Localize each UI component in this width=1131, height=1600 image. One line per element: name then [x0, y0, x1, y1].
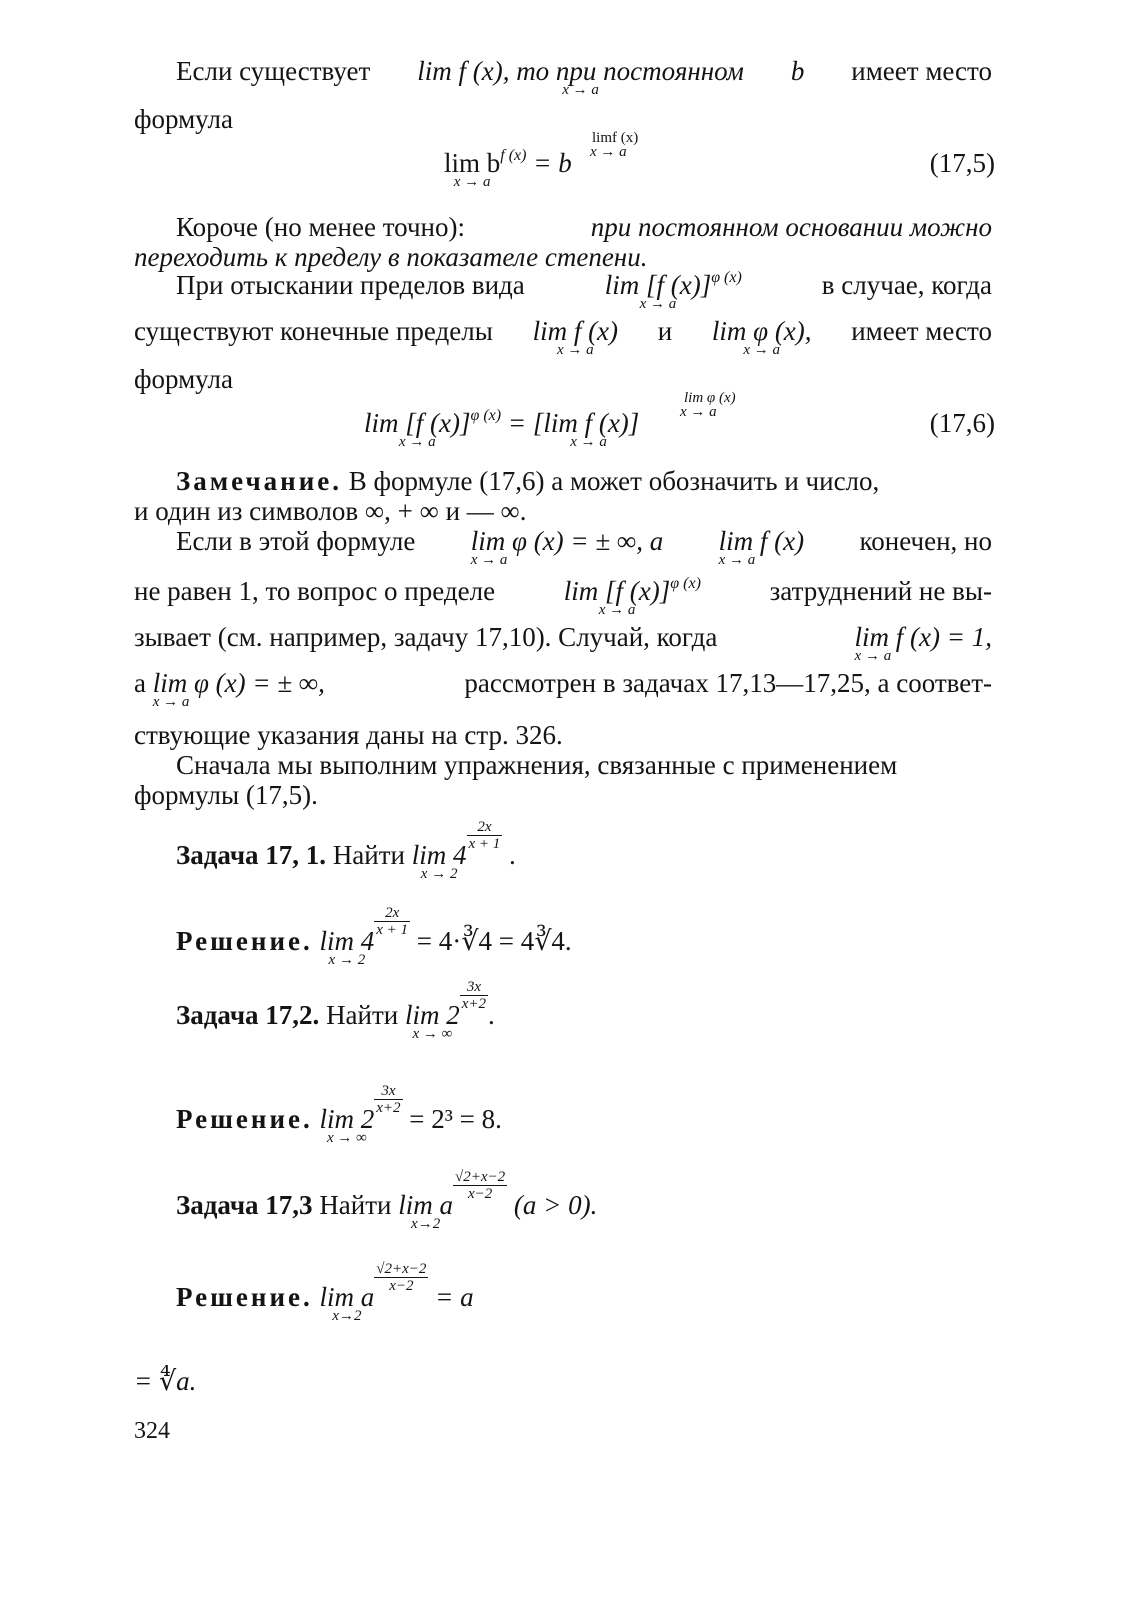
text-fragment: Найти: [332, 840, 405, 870]
task3-solution: Решение. lim a x→2 $\frac{√2+x-2}{x-2}$ = a: [176, 1261, 474, 1324]
para3-line-4: [134, 668, 992, 710]
exponent: f (x): [500, 147, 527, 164]
equation-number: (17,6): [929, 408, 995, 438]
solution-label: Решение.: [176, 1282, 313, 1312]
limit-expression: lim [f (x)] x → a $^{\varphi (x)}$: [563, 575, 701, 618]
text-fragment: = b: [533, 148, 572, 178]
limit-expression: lim a x→2: [398, 1190, 454, 1232]
solution-label: Решение.: [176, 1104, 313, 1134]
para2-line-1: [176, 269, 992, 312]
text-fragment: не равен 1, то вопрос о пределе: [134, 576, 496, 606]
intro-line-1: [176, 56, 992, 98]
remark-line-2: и один из символов ∞, + ∞ и — ∞.: [134, 496, 527, 526]
text-fragment: имеет место: [851, 316, 992, 346]
text-fragment: существуют конечные пределы: [134, 316, 493, 346]
text-fragment: b: [790, 56, 805, 86]
task1-statement: Задача 17, 1. Найти lim 4 x → 2 $\frac{2x}{x + 1}$ .: [176, 819, 516, 882]
para2-line-2: [134, 316, 992, 358]
korotche-line-1: [176, 212, 992, 243]
task3-statement: [176, 1169, 598, 1232]
text-fragment: а lim φ (x) = ± ∞, x → a: [134, 668, 325, 710]
solution-result: = a: [435, 1282, 474, 1312]
para3-line-3: [134, 622, 992, 664]
task-label: Задача 17, 1.: [176, 840, 327, 870]
para4-line-1: [176, 750, 992, 781]
text-fragment: При отыскании пределов вида: [176, 270, 525, 300]
text-fragment: имеет место: [851, 56, 992, 86]
korotche-line-2: переходить к пределу в показателе степени.: [134, 242, 648, 272]
exponent-subscript: x → a: [590, 144, 627, 160]
limit-expression: lim f (x) x → a: [718, 526, 805, 568]
formula-17-6: lim [f (x)] x → a $^{\varphi (x)}$ = [lim f (x)] x → a lim φ (x) x → a: [364, 390, 736, 450]
text-fragment: и: [657, 316, 673, 346]
text-fragment: рассмотрен в задачах 17,13—17,25, а соответ-: [464, 668, 992, 698]
condition: (a > 0).: [513, 1190, 598, 1220]
limit-expression: lim φ (x), x → a: [711, 316, 812, 358]
para3-line-5: ствующие указания даны на стр. 326.: [134, 720, 563, 750]
limit-expression: lim [f (x)] x → a $^{\varphi (x)}$: [604, 269, 742, 312]
text-fragment: Если существует: [176, 56, 371, 86]
exponent: limf (x): [592, 130, 639, 146]
task1-solution: Решение. lim 4 x → 2 $\frac{2x}{x + 1}$ = 4·∛4 = 4∛4.: [176, 905, 572, 968]
limit-expression: lim 4 x → 2: [411, 840, 467, 882]
para4-line-2: формулы (17,5).: [134, 780, 318, 810]
text-fragment: Сначала мы выполним упражнения, связанные с применением: [176, 750, 898, 780]
limit-subscript: x → a: [562, 82, 599, 98]
limit-expression: lim 2 x → ∞: [405, 1000, 460, 1042]
para2-line-3: формула: [134, 364, 233, 394]
text-fragment: зывает (см. например, задачу 17,10). Случай, когда: [134, 622, 718, 652]
limit-expression: lim f (x) x → a: [532, 316, 619, 358]
task2-statement: Задача 17,2. Найти lim 2 x → ∞ $\frac{3x}{x+2}$ .: [176, 979, 495, 1042]
remark-label: Замечание.: [176, 466, 343, 496]
exponent-fraction: $\frac{2x}{x + 1}$: [468, 819, 501, 853]
text-fragment: Короче (но менее точно):: [176, 212, 465, 242]
solution-result: = ∜a.: [134, 1366, 197, 1396]
intro-line-2: [134, 104, 233, 135]
equation-number: (17,5): [929, 148, 995, 178]
text-fragment: в случае, когда: [821, 270, 992, 300]
limit-expression: lim f (x), то при постоянном x → a: [417, 56, 744, 98]
text-fragment: формула: [134, 104, 233, 134]
page-number: 324: [134, 1418, 170, 1444]
limit-expression: lim φ (x) = ± ∞, а x → a: [470, 526, 664, 568]
remark-line-1: [176, 466, 879, 497]
text-fragment: затруднений не вы-: [769, 576, 992, 606]
para3-line-2: [134, 575, 992, 618]
solution-result: = 4·∛4 = 4∛4.: [416, 926, 572, 956]
text-fragment: конечен, но: [859, 526, 992, 556]
task3-final: [134, 1366, 196, 1397]
para3-line-1: [176, 526, 992, 568]
exponent-fraction: $\frac{3x}{x+2}$: [461, 979, 487, 1013]
text-fragment: Найти: [319, 1190, 392, 1220]
task-label: Задача 17,2.: [176, 1000, 320, 1030]
limit-expression: lim f (x) = 1, x → a: [854, 622, 992, 664]
text-fragment: В формуле (17,6) a может обозначить и число,: [348, 466, 880, 496]
solution-label: Решение.: [176, 926, 313, 956]
solution-result: = 2³ = 8.: [409, 1104, 502, 1134]
task-label: Задача 17,3: [176, 1190, 313, 1220]
exponent-fraction: $\frac{√2+x-2}{x-2}$: [455, 1169, 506, 1203]
limit-expression: lim b x → a: [444, 148, 501, 190]
text-fragment: Если в этой формуле: [176, 526, 416, 556]
formula-17-5: [444, 130, 639, 190]
text-fragment: при постоянном основании можно: [590, 212, 992, 242]
task2-solution: Решение. lim 2 x → ∞ $\frac{3x}{x+2}$ = 2³ = 8.: [176, 1083, 502, 1146]
text-fragment: Найти: [326, 1000, 399, 1030]
